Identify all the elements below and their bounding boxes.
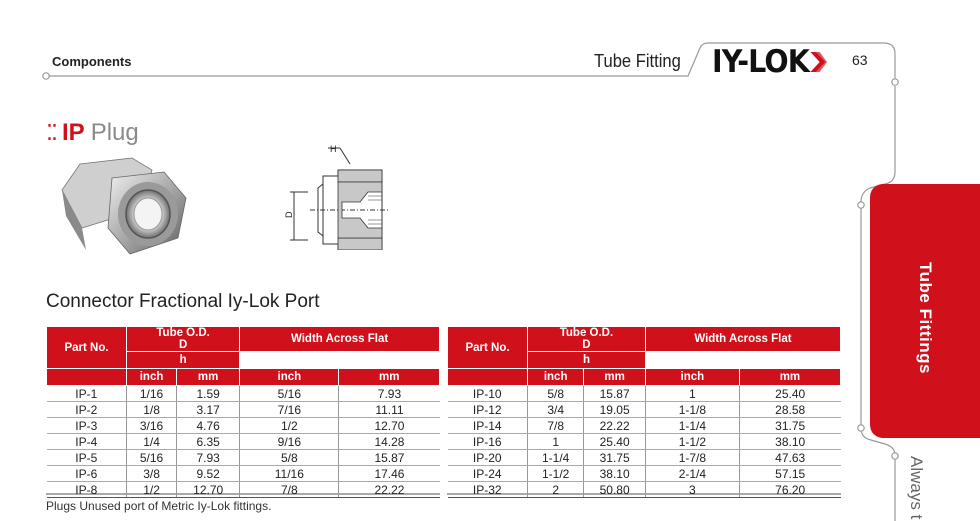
cell-tube-od-mm: 9.52 (177, 466, 240, 482)
brand-mark-icon (809, 50, 827, 74)
bullet-dots-icon: ⁚⁚ (46, 120, 56, 145)
cell-waf-mm: 12.70 (339, 418, 440, 434)
cell-waf-mm: 22.22 (339, 482, 440, 498)
table-row (448, 466, 841, 482)
header-tube-od-label: Tube O.D. (156, 327, 210, 339)
cell-waf-inch: 9/16 (240, 434, 339, 450)
cell-tube-od-inch: 1 (528, 434, 584, 450)
cell-part-no: IP-5 (47, 450, 127, 466)
cell-waf-inch: 2-1/4 (645, 466, 739, 482)
header-inch: inch (645, 369, 739, 386)
spec-table-right (447, 326, 841, 498)
cell-tube-od-inch: 3/4 (528, 402, 584, 418)
cell-waf-mm: 7.93 (339, 386, 440, 402)
cell-tube-od-inch: 2 (528, 482, 584, 498)
cell-tube-od-inch: 1/16 (127, 386, 177, 402)
table-row (448, 418, 841, 434)
cell-waf-inch: 7/16 (240, 402, 339, 418)
cell-tube-od-mm: 6.35 (177, 434, 240, 450)
header-waf: Width Across Flat (645, 327, 840, 352)
header-tube-od-label: Tube O.D. (559, 327, 614, 339)
plug-photo-icon (52, 150, 202, 260)
section-title: Connector Fractional Iy-Lok Port (46, 291, 320, 312)
cell-tube-od-inch: 1/8 (127, 402, 177, 418)
cell-tube-od-mm: 4.76 (177, 418, 240, 434)
cell-tube-od-mm: 22.22 (584, 418, 646, 434)
cell-waf-mm: 17.46 (339, 466, 440, 482)
cell-tube-od-inch: 3/8 (127, 466, 177, 482)
spec-table-left (46, 326, 440, 498)
header-category: Components (52, 54, 132, 69)
header-blank (47, 369, 127, 386)
cell-tube-od-inch: 5/8 (528, 386, 584, 402)
cell-tube-od-mm: 3.17 (177, 402, 240, 418)
cell-tube-od-inch: 3/16 (127, 418, 177, 434)
cell-part-no: IP-16 (448, 434, 528, 450)
cell-waf-inch: 3 (645, 482, 739, 498)
side-tab-label[interactable]: Tube Fittings (916, 262, 935, 374)
table-row (47, 386, 440, 402)
header-part-no: Part No. (448, 327, 528, 369)
diameter-dim-label: D (284, 211, 294, 218)
cell-waf-inch: 1-1/2 (645, 434, 739, 450)
header-tube-od (528, 327, 646, 352)
cell-part-no: IP-32 (448, 482, 528, 498)
cell-part-no: IP-6 (47, 466, 127, 482)
header-blank (448, 369, 528, 386)
cell-waf-inch: 7/8 (240, 482, 339, 498)
cell-waf-mm: 57.15 (739, 466, 840, 482)
cell-tube-od-inch: 1/2 (127, 482, 177, 498)
cell-waf-mm: 47.63 (739, 450, 840, 466)
table-row (448, 482, 841, 498)
product-title (46, 119, 139, 147)
table-row (448, 386, 841, 402)
header-part-no: Part No. (47, 327, 127, 369)
footnote: Plugs Unused port of Metric Iy-Lok fittings. (46, 499, 272, 513)
cell-tube-od-inch: 7/8 (528, 418, 584, 434)
table-row (47, 402, 440, 418)
cell-waf-mm: 14.28 (339, 434, 440, 450)
table-row (47, 482, 440, 498)
cell-part-no: IP-10 (448, 386, 528, 402)
table-row (448, 434, 841, 450)
side-next-tab-label[interactable]: Always t (907, 456, 926, 520)
header-tube-od (127, 327, 240, 352)
table-row (47, 418, 440, 434)
cell-waf-inch: 1-1/8 (645, 402, 739, 418)
cell-part-no: IP-14 (448, 418, 528, 434)
cell-part-no: IP-20 (448, 450, 528, 466)
brand-logo (712, 44, 827, 80)
header-mm: mm (177, 369, 240, 386)
header-waf-symbol: h (528, 352, 646, 369)
cell-tube-od-mm: 25.40 (584, 434, 646, 450)
cell-tube-od-inch: 1/4 (127, 434, 177, 450)
table-row (448, 402, 841, 418)
cell-tube-od-mm: 12.70 (177, 482, 240, 498)
cell-part-no: IP-2 (47, 402, 127, 418)
cell-tube-od-mm: 38.10 (584, 466, 646, 482)
cell-part-no: IP-8 (47, 482, 127, 498)
cell-tube-od-inch: 1-1/2 (528, 466, 584, 482)
cell-waf-inch: 11/16 (240, 466, 339, 482)
cell-part-no: IP-24 (448, 466, 528, 482)
cell-tube-od-mm: 50.80 (584, 482, 646, 498)
cell-waf-mm: 31.75 (739, 418, 840, 434)
product-name: Plug (90, 119, 139, 146)
plug-drawing-icon (278, 138, 398, 250)
cell-waf-mm: 25.40 (739, 386, 840, 402)
brand-text: IY-LOK (712, 44, 809, 80)
cell-tube-od-mm: 1.59 (177, 386, 240, 402)
cell-tube-od-mm: 31.75 (584, 450, 646, 466)
cell-tube-od-mm: 7.93 (177, 450, 240, 466)
cell-part-no: IP-4 (47, 434, 127, 450)
header-mm: mm (339, 369, 440, 386)
product-code: IP (62, 119, 85, 146)
header-mm: mm (739, 369, 840, 386)
cell-waf-inch: 1-7/8 (645, 450, 739, 466)
cell-waf-mm: 38.10 (739, 434, 840, 450)
cell-tube-od-inch: 1-1/4 (528, 450, 584, 466)
cell-waf-mm: 76.20 (739, 482, 840, 498)
table-row (47, 466, 440, 482)
page-number: 63 (852, 52, 868, 68)
table-body-right (448, 386, 841, 498)
hex-dim-label: H (330, 144, 337, 154)
cell-waf-inch: 1-1/4 (645, 418, 739, 434)
cell-waf-mm: 11.11 (339, 402, 440, 418)
table-row (47, 434, 440, 450)
header-mm: mm (584, 369, 646, 386)
cell-part-no: IP-12 (448, 402, 528, 418)
cell-waf-inch: 5/8 (240, 450, 339, 466)
header-section: Tube Fitting (594, 51, 681, 71)
cell-part-no: IP-1 (47, 386, 127, 402)
table-row (47, 450, 440, 466)
header-inch: inch (240, 369, 339, 386)
cell-waf-inch: 1/2 (240, 418, 339, 434)
header-inch: inch (528, 369, 584, 386)
cell-tube-od-inch: 5/16 (127, 450, 177, 466)
cell-tube-od-mm: 15.87 (584, 386, 646, 402)
cell-waf-mm: 28.58 (739, 402, 840, 418)
cell-waf-mm: 15.87 (339, 450, 440, 466)
header-inch: inch (127, 369, 177, 386)
header-tube-od-symbol: D (178, 339, 188, 351)
cell-part-no: IP-3 (47, 418, 127, 434)
cell-tube-od-mm: 19.05 (584, 402, 646, 418)
header-tube-od-symbol: D (582, 339, 591, 351)
cell-waf-inch: 5/16 (240, 386, 339, 402)
table-row (448, 450, 841, 466)
cell-waf-inch: 1 (645, 386, 739, 402)
header-waf: Width Across Flat (240, 327, 440, 352)
header-waf-symbol: h (127, 352, 240, 369)
table-body-left (47, 386, 440, 498)
